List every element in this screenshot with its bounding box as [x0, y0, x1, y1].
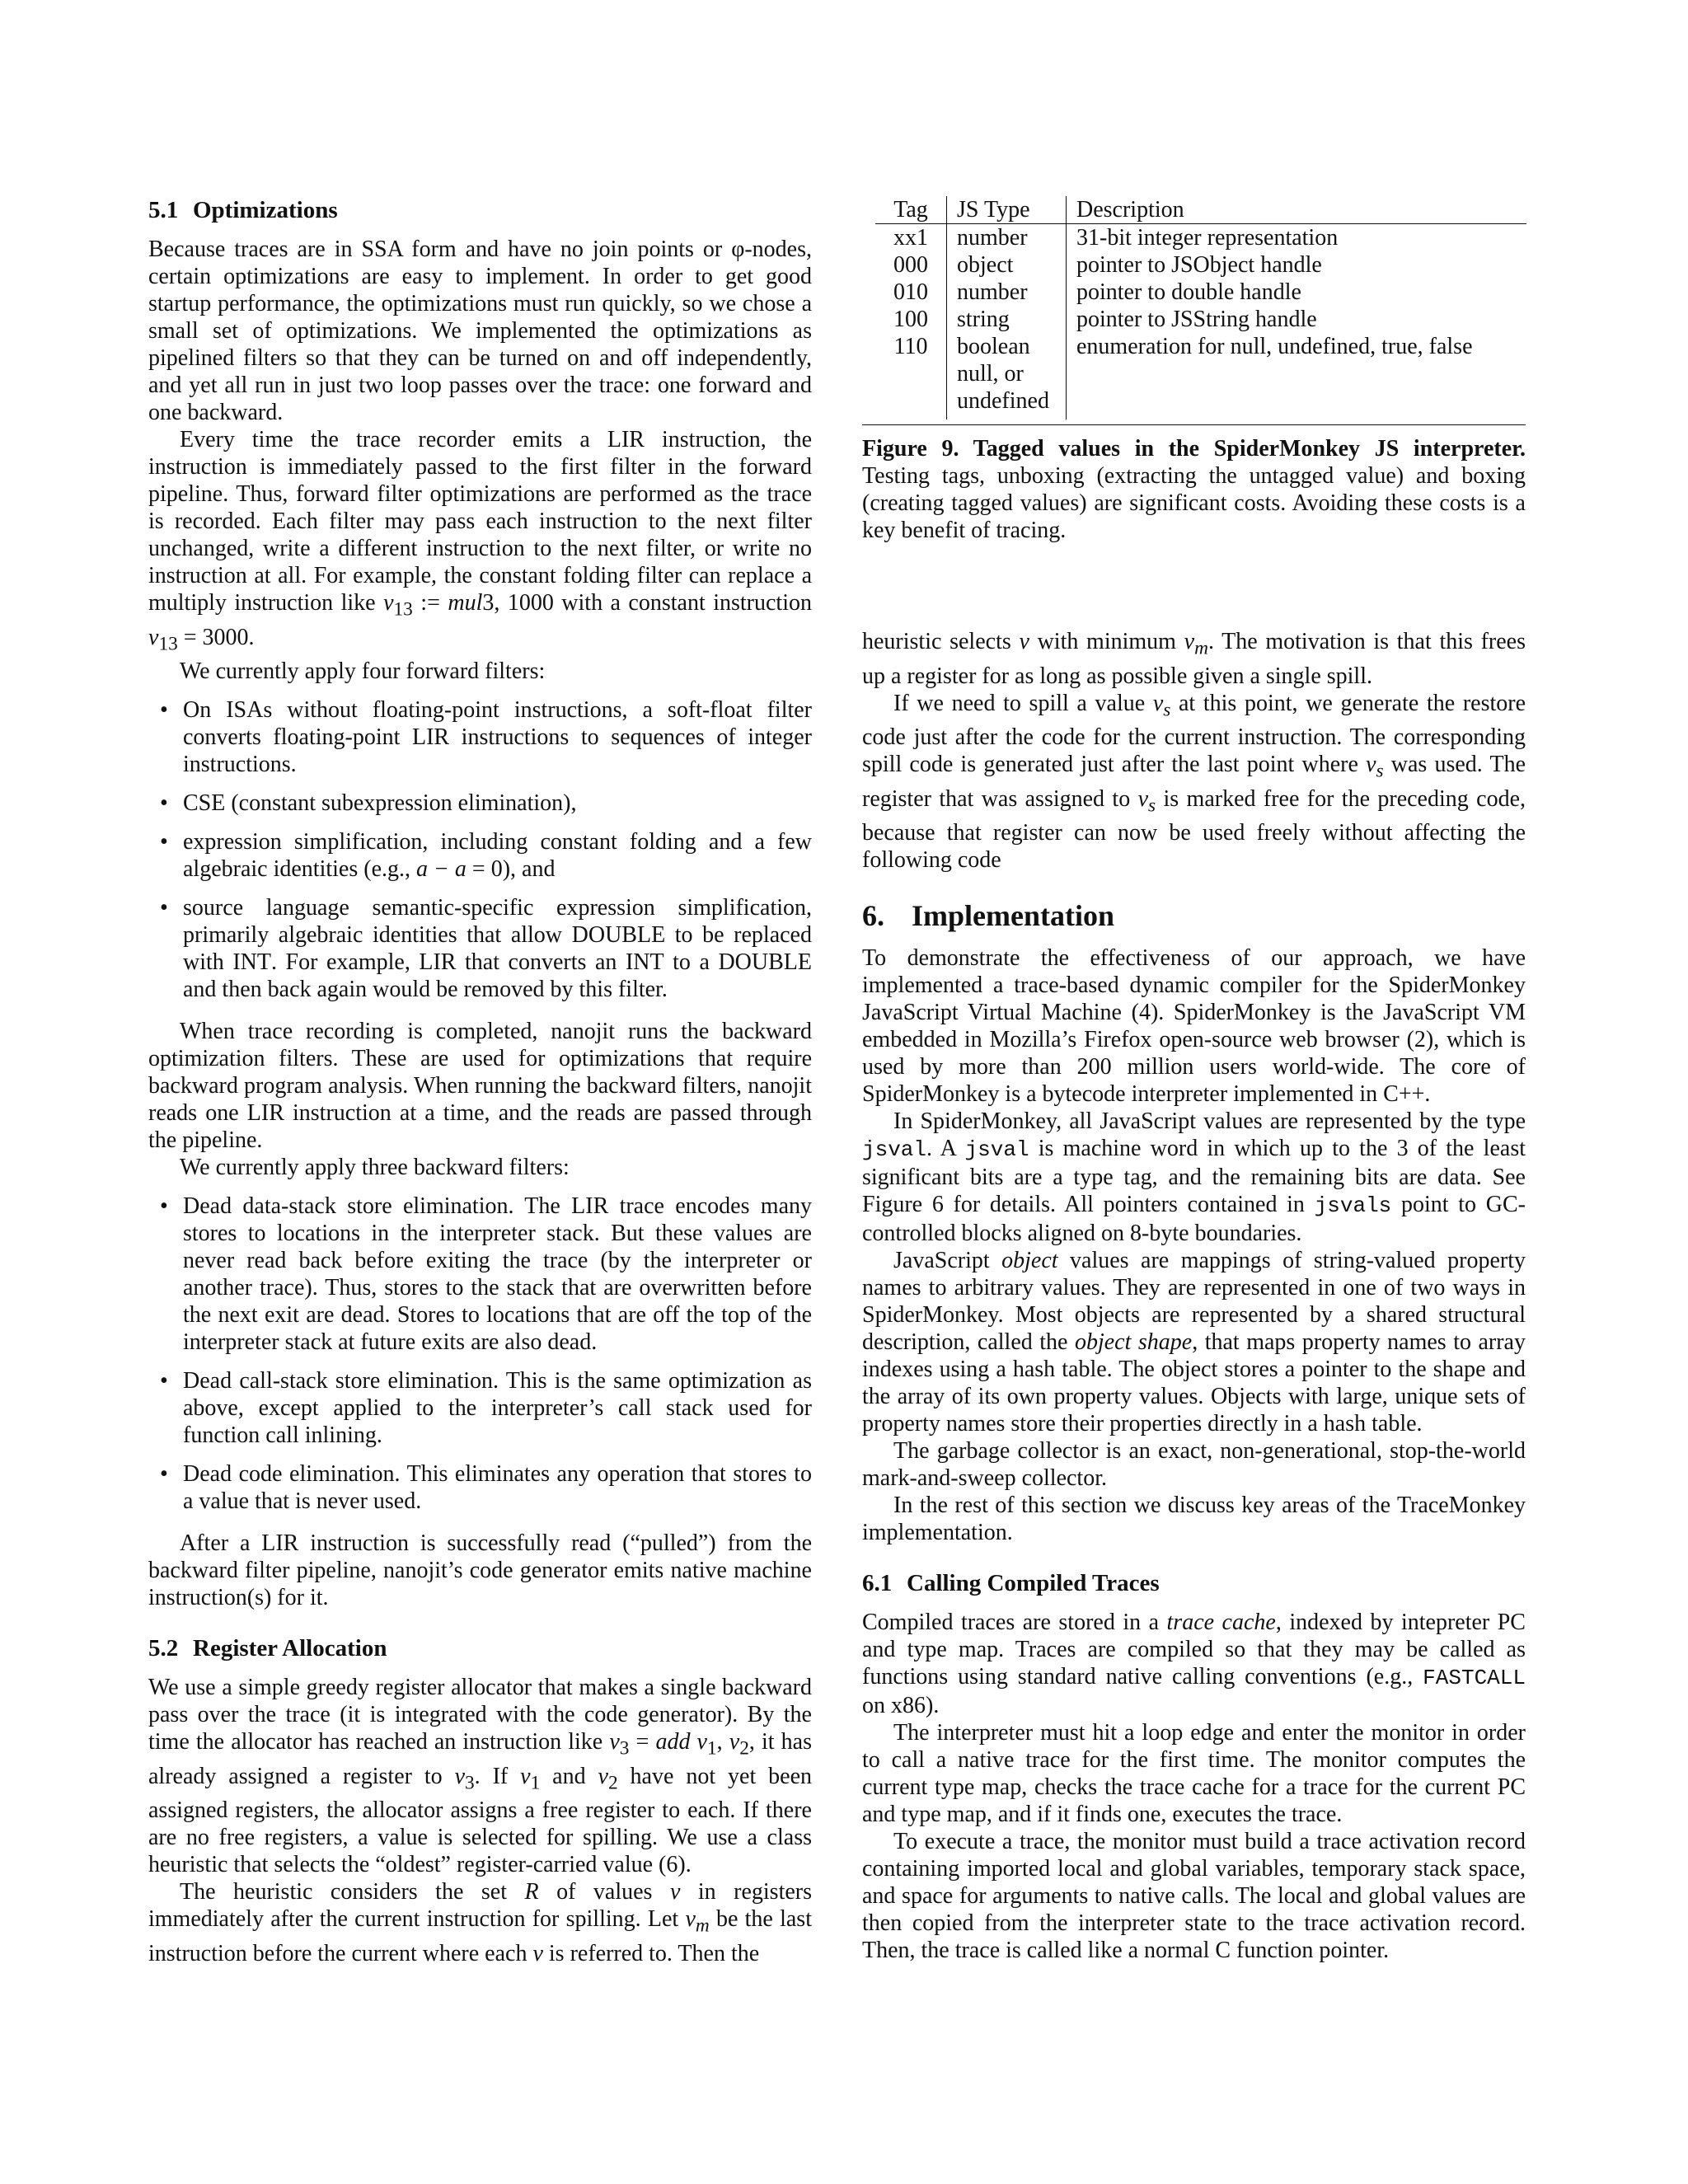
- paragraph: Every time the trace recorder emits a LIR instruction, the instruction is immediately passed to the first filter in the forward pipeline. Thus, forward filter optimizations are performed as the trace is recorded. Each filter may pass each instruction to the next filter unchanged, write a different instruction to the next filter, or write no instruction at all. For example, the constant folding filter can replace a multiply instruction like $v_{13}$ := mul3, 1000 with a constant instruction $v_{13} = 3000$.: [148, 427, 812, 655]
- paragraph: The interpreter must hit a loop edge and enter the monitor in order to call a native trace for the first time. The monitor computes the current type map, checks the trace cache for a trace for the current PC and type map, and if it finds one, executes the trace.: [862, 1720, 1526, 1828]
- section-heading-5-2: [148, 1634, 812, 1662]
- section-heading-6: [862, 898, 1526, 933]
- list-item: • Dead call-stack store elimination. This is the same optimization as above, except applied to the interpreter’s call stack used for function call inlining.: [148, 1367, 812, 1449]
- paragraph: We use a simple greedy register allocator that makes a single backward pass over the trace (it is integrated with the code generator). By the time the allocator has reached an instruction like $v_3$ = add $v_1$, $v_2$, it has already assigned a register to $v_3$. If $v_1$ and $v_2$ have not yet been assigned registers, the allocator assigns a free register to each. If there are no free registers, a value is selected for spilling. We use a class heuristic that selects the “oldest” register-carried value (6).: [148, 1675, 812, 1878]
- right-column: [862, 196, 1526, 1964]
- paragraph: After a LIR instruction is successfully read (“pulled”) from the backward filter pipeline, nanojit’s code generator emits native machine instruction(s) for it.: [148, 1530, 812, 1611]
- figure-caption-title: Figure 9. Tagged values in the SpiderMonkey JS interpreter.: [862, 436, 1526, 462]
- paragraph: When trace recording is completed, nanojit runs the backward optimization filters. These are used for optimizations that require backward program analysis. When running the backward filters, nanojit reads one LIR instruction at a time, and the reads are passed through the pipeline.: [148, 1019, 812, 1154]
- paragraph: If we need to spill a value $v_s$ at this point, we generate the restore code just after the code for the current instruction. The corresponding spill code is generated just after the last point where $v_s$ was used. The register that was assigned to $v_s$ is marked free for the preceding code, because that register can now be used freely without affecting the following code: [862, 690, 1526, 874]
- table-row: 010 number pointer to double handle: [875, 279, 1526, 306]
- list-item: • Dead data-stack store elimination. The LIR trace encodes many stores to locations in the interpreter stack. But these values are never read back before exiting the trace (by the interpreter or another trace). Thus, stores to the stack that are overwritten before the next exit are dead. Stores to locations that are off the top of the interpreter stack at future exits are also dead.: [148, 1193, 812, 1356]
- section-heading-5-1: [148, 196, 812, 224]
- section-number: 5.1: [148, 197, 179, 223]
- paragraph: Compiled traces are stored in a trace cache, indexed by intepreter PC and type map. Traces are compiled so that they may be called as functions using standard native calling conventions (e.g., FASTCALL on x86).: [862, 1610, 1526, 1719]
- paragraph: To demonstrate the effectiveness of our approach, we have implemented a trace-based dynamic compiler for the SpiderMonkey JavaScript Virtual Machine (4). SpiderMonkey is the JavaScript VM embedded in Mozilla’s Firefox open-source web browser (2), which is used by more than 200 million users world-wide. The core of SpiderMonkey is a bytecode interpreter implemented in C++.: [862, 945, 1526, 1108]
- paragraph: JavaScript object values are mappings of string-valued property names to arbitrary values. They are represented in one of two ways in SpiderMonkey. Most objects are represented by a shared structural description, called the object shape, that maps property names to array indexes using a hash table. The object stores a pointer to the shape and the array of its own property values. Objects with large, unique sets of property names store their properties directly in a hash table.: [862, 1248, 1526, 1437]
- left-column: [148, 196, 812, 1967]
- table-header: JS Type: [947, 196, 1067, 224]
- table-header: Tag: [875, 196, 947, 224]
- paragraph: We currently apply three backward filters:: [180, 1155, 570, 1181]
- paragraph: In SpiderMonkey, all JavaScript values are represented by the type jsval. A jsval is machine word in which up to the 3 of the least significant bits are a type tag, and the remaining bits are data. See Figure 6 for details. All pointers contained in jsvals point to GC-controlled blocks aligned on 8-byte boundaries.: [862, 1108, 1526, 1247]
- paragraph: The heuristic considers the set R of values v in registers immediately after the current instruction for spilling. Let $v_m$ be the last instruction before the current where each v is referred to. Then the: [148, 1879, 812, 1966]
- section-number: 6.1: [862, 1570, 893, 1597]
- list-item: • Dead code elimination. This eliminates any operation that stores to a value that is never used.: [148, 1460, 812, 1515]
- list-item: • CSE (constant subexpression elimination),: [148, 790, 812, 817]
- section-title: Optimizations: [193, 197, 338, 223]
- table-row: 000 object pointer to JSObject handle: [875, 251, 1526, 279]
- tagged-values-table: [875, 196, 1526, 419]
- list-item: • On ISAs without floating-point instructions, a soft-float filter converts floating-point LIR instructions to sequences of integer instructions.: [148, 696, 812, 778]
- paragraph: To execute a trace, the monitor must build a trace activation record containing imported local and global variables, temporary stack space, and space for arguments to native calls. The local and global values are then copied from the interpreter state to the trace activation record. Then, the trace is called like a normal C function pointer.: [862, 1829, 1526, 1964]
- section-title: Implementation: [912, 899, 1114, 933]
- section-heading-6-1: [862, 1569, 1526, 1597]
- figure-caption: Figure 9. Tagged values in the SpiderMonkey JS interpreter. Testing tags, unboxing (extracting the untagged value) and boxing (creating tagged values) are significant costs. Avoiding these costs is a key benefit of tracing.: [862, 436, 1526, 543]
- paragraph: In the rest of this section we discuss key areas of the TraceMonkey implementation.: [862, 1493, 1526, 1546]
- table-row: null, or: [875, 360, 1526, 387]
- table-row: undefined: [875, 387, 1526, 419]
- section-title: Calling Compiled Traces: [907, 1570, 1160, 1597]
- paragraph: Because traces are in SSA form and have no join points or φ-nodes, certain optimizations are easy to implement. In order to get good startup performance, the optimizations must run quickly, so we chose a small set of optimizations. We implemented the optimizations as pipelined filters so that they can be turned on and off independently, and yet all run in just two loop passes over the trace: one forward and one backward.: [148, 237, 812, 425]
- section-title: Register Allocation: [193, 1635, 387, 1662]
- table-bottom-rule: [862, 424, 1526, 425]
- table-row: 100 string pointer to JSString handle: [875, 306, 1526, 333]
- paragraph: The garbage collector is an exact, non-generational, stop-the-world mark-and-sweep collector.: [862, 1438, 1526, 1492]
- paragraph: We currently apply four forward filters:: [180, 658, 546, 685]
- paragraph: heuristic selects v with minimum $v_m$. The motivation is that this frees up a register for as long as possible given a single spill.: [862, 629, 1526, 689]
- table-header: Description: [1067, 196, 1527, 224]
- section-number: 5.2: [148, 1635, 179, 1662]
- list-item: • expression simplification, including constant folding and a few algebraic identities (e.g., a − a = 0), and: [148, 828, 812, 883]
- table-row: 110 boolean enumeration for null, undefined, true, false: [875, 333, 1526, 360]
- table-row: xx1 number 31-bit integer representation: [875, 224, 1526, 252]
- backward-filter-list: [148, 1193, 812, 1515]
- list-item: • source language semantic-specific expression simplification, primarily algebraic identities that allow DOUBLE to be replaced with INT. For example, LIR that converts an INT to a DOUBLE and then back again would be removed by this filter.: [148, 894, 812, 1003]
- section-number: 6.: [862, 899, 884, 933]
- forward-filter-list: [148, 696, 812, 1003]
- spacer: [862, 544, 1526, 628]
- table-header-row: [875, 196, 1526, 224]
